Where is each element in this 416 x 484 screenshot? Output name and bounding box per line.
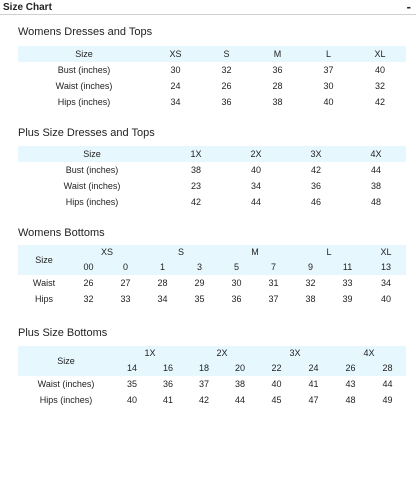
- table-cell: 40: [126, 395, 137, 405]
- size-group-header: 3X: [258, 346, 332, 361]
- table-cell: 39: [342, 294, 353, 304]
- table-cell: 42: [310, 165, 321, 175]
- column-header: XS: [150, 46, 201, 62]
- womens-bottoms-table: [18, 245, 406, 307]
- table-row: [18, 275, 406, 291]
- size-number-header: 3: [181, 260, 218, 275]
- table-cell: 33: [120, 294, 131, 304]
- row-label: Waist (inches): [37, 379, 95, 389]
- column-header: M: [252, 46, 303, 62]
- table-cell: 40: [271, 379, 282, 389]
- table-cell: 32: [305, 278, 316, 288]
- size-group-header: S: [144, 245, 218, 260]
- row-label: Hips (inches): [65, 197, 119, 207]
- column-header: 2X: [226, 146, 286, 162]
- table-cell: 48: [370, 197, 381, 207]
- size-number-header: 18: [186, 361, 222, 376]
- table-cell: 29: [194, 278, 205, 288]
- table-cell: 35: [194, 294, 205, 304]
- table-cell: 30: [323, 81, 334, 91]
- table-cell: 49: [382, 395, 393, 405]
- column-header: 3X: [286, 146, 346, 162]
- size-number-header: 00: [70, 260, 107, 275]
- table-cell: 37: [199, 379, 210, 389]
- womens-bottoms-title: Womens Bottoms: [18, 227, 105, 239]
- table-cell: 48: [345, 395, 356, 405]
- size-number-header: 16: [150, 361, 186, 376]
- table-cell: 46: [310, 197, 321, 207]
- row-label: Bust (inches): [65, 165, 119, 175]
- size-number-header: 1: [144, 260, 181, 275]
- table-cell: 31: [268, 278, 279, 288]
- size-number-header: 22: [258, 361, 295, 376]
- table-row: [18, 376, 406, 392]
- table-row: [18, 392, 406, 408]
- column-header: XL: [354, 46, 406, 62]
- table-cell: 28: [272, 81, 283, 91]
- table-cell: 32: [221, 65, 232, 75]
- row-label: Bust (inches): [57, 65, 111, 75]
- table-cell: 38: [272, 97, 283, 107]
- table-cell: 38: [235, 379, 246, 389]
- row-label: Hips: [34, 294, 53, 304]
- table-cell: 26: [83, 278, 94, 288]
- table-cell: 40: [381, 294, 392, 304]
- table-cell: 45: [271, 395, 282, 405]
- size-number-header: 11: [329, 260, 366, 275]
- column-header: Size: [18, 245, 70, 275]
- table-cell: 44: [250, 197, 261, 207]
- table-cell: 42: [190, 197, 201, 207]
- column-header: 4X: [346, 146, 406, 162]
- table-cell: 37: [268, 294, 279, 304]
- row-label: Waist (inches): [55, 81, 113, 91]
- size-number-header: 9: [292, 260, 329, 275]
- table-cell: 36: [272, 65, 283, 75]
- size-number-header: 7: [255, 260, 292, 275]
- size-number-header: 26: [332, 361, 369, 376]
- column-header: S: [201, 46, 252, 62]
- table-cell: 38: [190, 165, 201, 175]
- row-label: Waist: [32, 278, 56, 288]
- table-header-row: [18, 346, 406, 361]
- row-label: Hips (inches): [39, 395, 93, 405]
- womens-tops-title: Womens Dresses and Tops: [18, 26, 153, 38]
- column-header: Size: [18, 146, 166, 162]
- row-label: Hips (inches): [57, 97, 111, 107]
- size-group-header: XL: [366, 245, 406, 260]
- table-cell: 36: [310, 181, 321, 191]
- table-cell: 36: [221, 97, 232, 107]
- table-cell: 44: [370, 165, 381, 175]
- table-header-row: [18, 146, 406, 162]
- table-cell: 38: [305, 294, 316, 304]
- table-header-row: [18, 245, 406, 260]
- table-cell: 34: [170, 97, 181, 107]
- plus-tops-table: [18, 146, 406, 210]
- size-number-header: 24: [295, 361, 332, 376]
- size-group-header: 4X: [332, 346, 406, 361]
- table-cell: 41: [163, 395, 174, 405]
- table-cell: 43: [345, 379, 356, 389]
- size-number-header: 28: [369, 361, 406, 376]
- table-cell: 42: [374, 97, 385, 107]
- plus-bottoms-title: Plus Size Bottoms: [18, 327, 108, 339]
- column-header: Size: [18, 46, 150, 62]
- column-header: 1X: [166, 146, 226, 162]
- size-group-header: 2X: [186, 346, 258, 361]
- table-row: [18, 178, 406, 194]
- table-cell: 40: [323, 97, 334, 107]
- womens-tops-table: [18, 46, 406, 110]
- table-cell: 34: [250, 181, 261, 191]
- table-row: [18, 194, 406, 210]
- table-row: [18, 291, 406, 307]
- table-cell: 40: [374, 65, 385, 75]
- size-number-header: 5: [218, 260, 255, 275]
- table-cell: 35: [126, 379, 137, 389]
- table-cell: 34: [381, 278, 392, 288]
- table-cell: 47: [308, 395, 319, 405]
- size-group-header: 1X: [114, 346, 186, 361]
- table-cell: 28: [157, 278, 168, 288]
- table-cell: 26: [221, 81, 232, 91]
- table-header-row: [18, 260, 406, 275]
- table-cell: 44: [382, 379, 393, 389]
- table-row: [18, 162, 406, 178]
- table-cell: 30: [231, 278, 242, 288]
- table-cell: 30: [170, 65, 181, 75]
- table-cell: 23: [190, 181, 201, 191]
- table-cell: 24: [170, 81, 181, 91]
- table-cell: 37: [323, 65, 334, 75]
- table-cell: 34: [157, 294, 168, 304]
- column-header: L: [303, 46, 354, 62]
- size-group-header: L: [292, 245, 366, 260]
- collapse-toggle-icon[interactable]: -: [406, 0, 411, 14]
- table-row: [18, 78, 406, 94]
- table-cell: 41: [308, 379, 319, 389]
- plus-tops-title: Plus Size Dresses and Tops: [18, 127, 155, 139]
- size-number-header: 0: [107, 260, 144, 275]
- table-cell: 32: [83, 294, 94, 304]
- table-cell: 38: [370, 181, 381, 191]
- table-row: [18, 94, 406, 110]
- size-chart-title: Size Chart: [3, 1, 52, 13]
- size-number-header: 14: [114, 361, 150, 376]
- table-cell: 32: [374, 81, 385, 91]
- table-cell: 27: [120, 278, 131, 288]
- size-group-header: M: [218, 245, 292, 260]
- plus-bottoms-table: [18, 346, 406, 408]
- table-cell: 33: [342, 278, 353, 288]
- table-cell: 42: [199, 395, 210, 405]
- table-cell: 36: [163, 379, 174, 389]
- table-header-row: [18, 46, 406, 62]
- size-number-header: 20: [222, 361, 258, 376]
- table-cell: 40: [250, 165, 261, 175]
- size-chart-header[interactable]: [0, 0, 416, 15]
- column-header: Size: [18, 346, 114, 376]
- size-number-header: 13: [366, 260, 406, 275]
- table-cell: 44: [235, 395, 246, 405]
- table-cell: 36: [231, 294, 242, 304]
- size-group-header: XS: [70, 245, 144, 260]
- table-row: [18, 62, 406, 78]
- row-label: Waist (inches): [63, 181, 121, 191]
